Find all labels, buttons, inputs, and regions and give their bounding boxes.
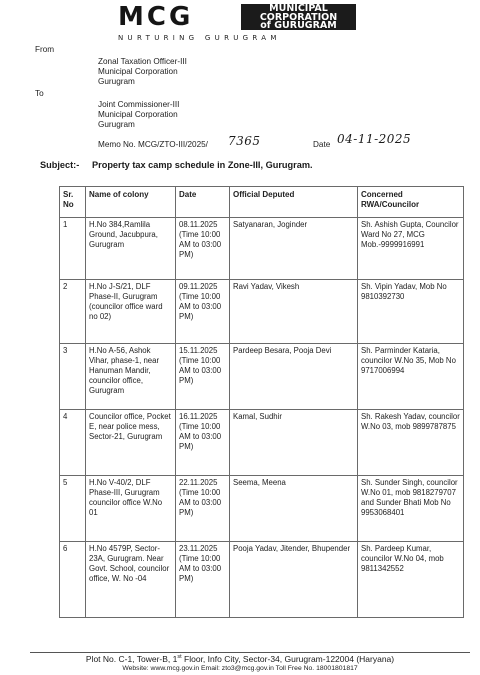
to-line-3: Gurugram xyxy=(98,120,135,129)
to-line-2: Municipal Corporation xyxy=(98,110,178,119)
cell-colony: H.No 384,Ramlila Ground, Jacubpura, Gurugram xyxy=(86,218,176,280)
corp-line-3: of GURUGRAM xyxy=(260,20,337,31)
cell-sr: 6 xyxy=(60,542,86,618)
footer-address-part2: Floor, Info City, Sector-34, Gurugram-122004 (Haryana) xyxy=(181,654,395,664)
cell-official: Seema, Meena xyxy=(230,476,358,542)
corp-line-1: MUNICIPAL xyxy=(269,3,328,14)
cell-councilor: Sh. Rakesh Yadav, councilor W.No 03, mob 9899787875 xyxy=(358,410,464,476)
footer-address-sup: st xyxy=(177,654,182,661)
cell-date: 16.11.2025 (Time 10:00 AM to 03:00 PM) xyxy=(176,410,230,476)
cell-councilor: Sh. Parminder Kataria, councilor W.No 35, Mob No 9717006994 xyxy=(358,344,464,410)
camp-schedule-table xyxy=(59,186,464,618)
cell-sr: 4 xyxy=(60,410,86,476)
from-line-2: Municipal Corporation xyxy=(98,67,178,76)
footer-divider xyxy=(30,652,470,653)
from-line-1: Zonal Taxation Officer-III xyxy=(98,57,187,66)
cell-official: Kamal, Sudhir xyxy=(230,410,358,476)
cell-colony: H.No A-56, Ashok Vihar, phase-1, near Hanuman Mandir, councilor office, Gurugram xyxy=(86,344,176,410)
cell-date: 09.11.2025 (Time 10:00 AM to 03:00 PM) xyxy=(176,280,230,344)
cell-colony: H.No J-S/21, DLF Phase-II, Gurugram (councilor office ward no 02) xyxy=(86,280,176,344)
table-row xyxy=(60,476,464,542)
mcg-logo: MCG xyxy=(118,2,194,32)
cell-sr: 5 xyxy=(60,476,86,542)
cell-date: 08.11.2025 (Time 10:00 AM to 03:00 PM) xyxy=(176,218,230,280)
header-date: Date xyxy=(176,187,230,218)
header-colony: Name of colony xyxy=(86,187,176,218)
cell-councilor: Sh. Sunder Singh, councilor W.No 01, mob 9818279707 and Sunder Bhati Mob No 9953068401 xyxy=(358,476,464,542)
corp-line-2: CORPORATION xyxy=(259,11,338,23)
subject-text: Property tax camp schedule in Zone-III, Gurugram. xyxy=(92,160,313,170)
footer-address-part1: Plot No. C-1, Tower-B, 1 xyxy=(85,654,178,664)
memo-date: 04-11-2025 xyxy=(337,132,412,146)
cell-sr: 3 xyxy=(60,344,86,410)
cell-sr: 1 xyxy=(60,218,86,280)
cell-colony: H.No V-40/2, DLF Phase-III, Gurugram councilor office W.No 01 xyxy=(86,476,176,542)
header-official: Official Deputed xyxy=(230,187,358,218)
cell-official: Pooja Yadav, Jitender, Bhupender xyxy=(230,542,358,618)
footer-address xyxy=(0,654,480,664)
cell-date: 15.11.2025 (Time 10:00 AM to 03:00 PM) xyxy=(176,344,230,410)
subject-label: Subject:- xyxy=(40,160,80,170)
table-header-row xyxy=(60,187,464,218)
cell-councilor: Sh. Pardeep Kumar, councilor W.No 04, mob 9811342552 xyxy=(358,542,464,618)
cell-councilor: Sh. Ashish Gupta, Councilor Ward No 27, MCG Mob.-9999916991 xyxy=(358,218,464,280)
cell-official: Ravi Yadav, Vikesh xyxy=(230,280,358,344)
date-label: Date xyxy=(313,140,331,149)
header-sr-no: Sr. No xyxy=(60,187,86,218)
to-label: To xyxy=(35,89,44,98)
table-row xyxy=(60,218,464,280)
cell-colony: Councilor office, Pocket E, near police mess, Sector-21, Gurugram xyxy=(86,410,176,476)
to-line-1: Joint Commissioner-III xyxy=(98,100,180,109)
from-label: From xyxy=(35,45,55,54)
table-row xyxy=(60,542,464,618)
corporation-logo-box xyxy=(241,4,356,30)
cell-official: Satyanaran, Joginder xyxy=(230,218,358,280)
header-councilor: Concerned RWA/Councilor xyxy=(358,187,464,218)
memo-number: 7365 xyxy=(228,134,261,148)
table-row xyxy=(60,344,464,410)
cell-councilor: Sh. Vipin Yadav, Mob No 9810392730 xyxy=(358,280,464,344)
cell-date: 22.11.2025 (Time 10:00 AM to 03:00 PM) xyxy=(176,476,230,542)
tagline: NURTURING GURUGRAM xyxy=(118,34,281,42)
cell-sr: 2 xyxy=(60,280,86,344)
footer-contact: Website: www.mcg.gov.in Email: zto3@mcg.gov.in Toll Free No. 18001801817 xyxy=(122,665,358,672)
cell-date: 23.11.2025 (Time 10:00 AM to 03:00 PM) xyxy=(176,542,230,618)
cell-official: Pardeep Besara, Pooja Devi xyxy=(230,344,358,410)
table-row xyxy=(60,410,464,476)
from-line-3: Gurugram xyxy=(98,77,135,86)
cell-colony: H.No 4579P, Sector-23A, Gurugram. Near Govt. School, councilor office, W. No -04 xyxy=(86,542,176,618)
memo-prefix: Memo No. MCG/ZTO-III/2025/ xyxy=(98,140,208,149)
table-row xyxy=(60,280,464,344)
